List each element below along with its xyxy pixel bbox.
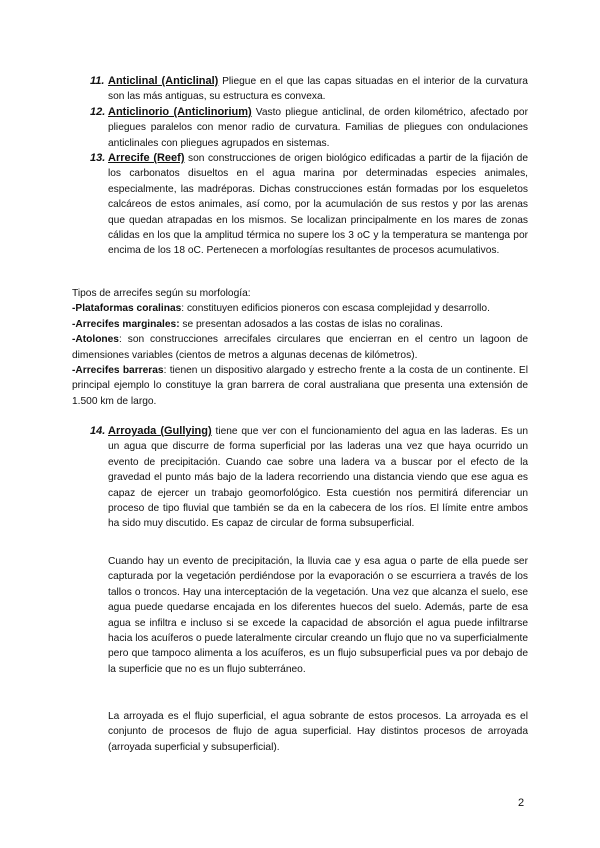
entry-arrecife (90, 151, 528, 259)
entry-arroyada (90, 424, 528, 532)
reef-type-label: -Arrecifes marginales: (72, 318, 180, 330)
paragraph-arroyada-definition: La arroyada es el flujo superficial, el agua sobrante de estos procesos. La arroyada es el conjunto de procesos de flujo de agua superficial. Hay distintos procesos de arroyada (arroyada superficial y subsuperficial). (108, 711, 528, 753)
reef-type-label: -Atolones (72, 334, 119, 346)
entry-term: Anticlinal (Anticlinal) (108, 75, 219, 87)
page-number: 2 (518, 797, 525, 809)
entry-text: Vasto pliegue anticlinal, de orden kilométrico, afectado por pliegues paralelos con menor radio de curvatura. Familias de pliegues con ondulaciones anticlinales con pliegues agrupados en sistemas. (108, 107, 528, 149)
entry-text: Pliegue en el que las capas situadas en el interior de la curvatura son las más antiguas, su estructura es convexa. (108, 76, 528, 103)
reef-types-section (72, 286, 528, 409)
entry-term: Arrecife (Reef) (108, 152, 185, 164)
entry-number: 13. (90, 152, 106, 164)
reef-type-text: : constituyen edificios pioneros con escasa complejidad y desarrollo. (181, 303, 490, 315)
entry-number: 12. (90, 106, 106, 118)
reef-type-marginales (72, 317, 528, 332)
entry-text: tiene que ver con el funcionamiento del agua en las laderas. Es un un agua que discurre de forma superficial por las laderas una vez que haya ocurrido un evento de precipitación. Cuando cae sobre una ladera va a buscar por el efecto de la gravedad el punto más bajo de la ladera recorriendo una distancia viendo que ese agua es capaz de ejercer un trabajo geomorfológico. Esta cuestión nos permitirá diferenciar un proceso de tipo fluvial que también se da en la cabecera de los ríos. El límite entre ambos ha sido muy discutido. Es capaz de circular de forma subsuperficial. (108, 426, 528, 530)
reef-type-atolones (72, 332, 528, 363)
reef-type-text: se presentan adosados a las costas de islas no coralinas. (179, 318, 443, 330)
entry-number: 14. (90, 425, 106, 437)
entry-anticlinal (90, 74, 528, 105)
reef-type-text: : tienen un dispositivo alargado y estrecho frente a la costa de un continente. El principal ejemplo lo constituye la gran barrera de coral australiana que presenta una extensión de 1.500 km de largo. (72, 365, 528, 407)
paragraph-precipitation: Cuando hay un evento de precipitación, la lluvia cae y esa agua o parte de ella puede ser capturada por la vegetación perdiéndose por la evaporación o se escurriera a través de los tallos o troncos. Hay una interceptación de la vegetación. Una vez que alcanza el suelo, ese agua puede quedarse encajada en los diferentes huecos del suelo. Además, parte de esa agua se infiltra e incluso si se excede la capacidad de absorción el agua puede infiltrarse hacia los acuíferos o puede lateralmente circular creando un flujo que no va superficialmente pero que tampoco alimenta a los acuíferos, es un flujo subsuperficial pues va por debajo de la superficie que no es un flujo subterráneo. (108, 556, 528, 675)
entry-term: Arroyada (Gullying) (108, 425, 212, 437)
reef-type-plataformas (72, 301, 528, 316)
entry-term: Anticlinorio (Anticlinorium) (108, 106, 252, 118)
reef-type-barreras (72, 363, 528, 409)
reef-type-text: : son construcciones arrecifales circulares que encierran en el centro un lagoon de dimensiones variables (cientos de metros a algunas decenas de kilómetros). (72, 334, 528, 361)
reef-type-label: -Arrecifes barreras (72, 365, 164, 377)
reef-types-heading: Tipos de arrecifes según su morfología: (72, 288, 251, 299)
entry-number: 11. (90, 75, 105, 87)
reef-type-label: -Plataformas coralinas (72, 303, 182, 315)
entry-anticlinorio (90, 105, 528, 151)
entry-text: son construcciones de origen biológico edificadas a partir de la fijación de los carbonatos disueltos en el agua marina por determinadas especies animales, especialmente, las madréporas. Dichas construcciones están formadas por los esqueletos calcáreos de estos animales, así como, por la acumulación de sus restos y por las arenas que quedan atrapadas en los mismos. Se localizan principalmente en los mares de zonas cálidas en los que la amplitud térmica no supere los 3 oC y la temperatura se mantenga por encima de los 18 oC. Pertenecen a morfologías resultantes de procesos acumulativos. (108, 153, 528, 257)
